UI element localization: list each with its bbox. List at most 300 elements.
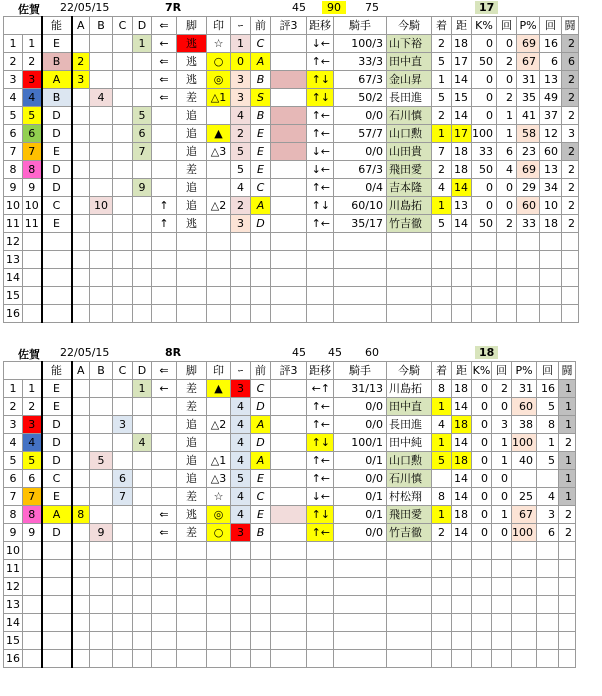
cell-21: 60 bbox=[540, 143, 562, 161]
runner-row[interactable] bbox=[4, 197, 579, 215]
cell-22 bbox=[559, 560, 576, 578]
runner-row[interactable] bbox=[4, 89, 579, 107]
cell-20 bbox=[512, 614, 537, 632]
runner-row[interactable] bbox=[4, 506, 576, 524]
cell-16: 4 bbox=[432, 416, 452, 434]
cell-18 bbox=[472, 578, 492, 596]
cell-22 bbox=[562, 233, 579, 251]
cell-19: 2 bbox=[497, 89, 517, 107]
cell-1: 4 bbox=[23, 89, 42, 107]
venue-label: 佐賀 bbox=[18, 348, 40, 361]
column-header: ⇐ bbox=[152, 362, 177, 380]
cell-1: 5 bbox=[23, 107, 42, 125]
cell-5 bbox=[113, 596, 133, 614]
cell-0: 9 bbox=[4, 524, 23, 542]
cell-16: 1 bbox=[432, 398, 452, 416]
cell-1: 10 bbox=[23, 197, 42, 215]
cell-17 bbox=[452, 650, 472, 668]
cell-6 bbox=[133, 542, 152, 560]
cell-10: 1 bbox=[231, 35, 251, 53]
cell-15: 山口勲 bbox=[387, 452, 432, 470]
cell-18 bbox=[472, 233, 497, 251]
cell-8: 追 bbox=[177, 107, 207, 125]
cell-13: ↓← bbox=[307, 35, 334, 53]
cell-1: 8 bbox=[23, 506, 42, 524]
runner-row[interactable] bbox=[4, 215, 579, 233]
cell-16: 1 bbox=[432, 434, 452, 452]
runner-row[interactable] bbox=[4, 287, 579, 305]
cell-15: 長田進 bbox=[387, 416, 432, 434]
cell-11 bbox=[251, 650, 271, 668]
cell-2: D bbox=[42, 107, 72, 125]
cell-18 bbox=[472, 614, 492, 632]
cell-1 bbox=[23, 578, 42, 596]
cell-0: 1 bbox=[4, 35, 23, 53]
cell-11: C bbox=[251, 488, 271, 506]
cell-0: 5 bbox=[4, 452, 23, 470]
cell-8: 追 bbox=[177, 470, 207, 488]
runner-row[interactable] bbox=[4, 470, 576, 488]
runner-row[interactable] bbox=[4, 107, 579, 125]
cell-21 bbox=[537, 470, 559, 488]
cell-21: 37 bbox=[540, 107, 562, 125]
cell-12 bbox=[271, 35, 307, 53]
cell-14: 0/0 bbox=[334, 416, 387, 434]
cell-6 bbox=[133, 578, 152, 596]
cell-22: 1 bbox=[559, 398, 576, 416]
cell-18: 0 bbox=[472, 524, 492, 542]
cell-13: ↑← bbox=[307, 524, 334, 542]
cell-6 bbox=[133, 287, 152, 305]
cell-8: 差 bbox=[177, 380, 207, 398]
cell-22: 1 bbox=[559, 488, 576, 506]
cell-22: 1 bbox=[559, 416, 576, 434]
cell-21 bbox=[537, 650, 559, 668]
cell-12 bbox=[271, 161, 307, 179]
runner-row[interactable] bbox=[4, 416, 576, 434]
cell-9 bbox=[207, 305, 231, 323]
cell-7 bbox=[152, 470, 177, 488]
cell-14: 35/17 bbox=[334, 215, 387, 233]
cell-16: 1 bbox=[432, 506, 452, 524]
cell-13: ↑↓ bbox=[307, 89, 334, 107]
cell-3 bbox=[72, 107, 90, 125]
cell-15 bbox=[387, 560, 432, 578]
cell-20 bbox=[517, 269, 540, 287]
cell-6 bbox=[133, 560, 152, 578]
cell-12 bbox=[271, 53, 307, 71]
cell-14: 0/0 bbox=[334, 398, 387, 416]
date-label: 22/05/15 bbox=[60, 346, 110, 359]
cell-22: 3 bbox=[562, 125, 579, 143]
cell-22 bbox=[559, 650, 576, 668]
cell-9 bbox=[207, 269, 231, 287]
cell-3 bbox=[72, 434, 90, 452]
cell-22: 2 bbox=[562, 89, 579, 107]
cell-20 bbox=[517, 305, 540, 323]
cell-14: 0/0 bbox=[334, 143, 387, 161]
column-header: B bbox=[90, 17, 113, 35]
cell-10: 2 bbox=[231, 197, 251, 215]
column-header: P% bbox=[517, 17, 540, 35]
cell-3 bbox=[72, 161, 90, 179]
cell-0: 9 bbox=[4, 179, 23, 197]
cell-21: 10 bbox=[540, 197, 562, 215]
cell-14: 60/10 bbox=[334, 197, 387, 215]
cell-9: ▲ bbox=[207, 380, 231, 398]
cell-9: ○ bbox=[207, 53, 231, 71]
cell-8 bbox=[177, 578, 207, 596]
cell-18: 0 bbox=[472, 416, 492, 434]
cell-18 bbox=[472, 542, 492, 560]
column-header: 今騎 bbox=[387, 17, 432, 35]
cell-11: E bbox=[251, 125, 271, 143]
cell-6: 7 bbox=[133, 143, 152, 161]
cell-16 bbox=[432, 251, 452, 269]
column-header: 回 bbox=[540, 17, 562, 35]
cell-22: 2 bbox=[559, 506, 576, 524]
cell-16 bbox=[432, 470, 452, 488]
cell-12 bbox=[271, 452, 307, 470]
cell-13 bbox=[307, 251, 334, 269]
runner-row[interactable] bbox=[4, 560, 576, 578]
cell-6 bbox=[133, 416, 152, 434]
cell-13: ←↑ bbox=[307, 380, 334, 398]
runner-row[interactable] bbox=[4, 251, 579, 269]
runner-row[interactable] bbox=[4, 434, 576, 452]
runner-row[interactable] bbox=[4, 614, 576, 632]
runner-row[interactable] bbox=[4, 596, 576, 614]
cell-20: 69 bbox=[517, 35, 540, 53]
cell-10: 4 bbox=[231, 488, 251, 506]
cell-5 bbox=[113, 71, 133, 89]
cell-8: 追 bbox=[177, 125, 207, 143]
cell-16 bbox=[432, 305, 452, 323]
cell-1 bbox=[23, 596, 42, 614]
cell-8: 追 bbox=[177, 416, 207, 434]
cell-21 bbox=[540, 305, 562, 323]
cell-0: 16 bbox=[4, 650, 23, 668]
cell-4 bbox=[90, 416, 113, 434]
runner-row[interactable] bbox=[4, 35, 579, 53]
cell-9: ○ bbox=[207, 524, 231, 542]
cell-5 bbox=[113, 506, 133, 524]
cell-0: 15 bbox=[4, 632, 23, 650]
cell-18 bbox=[472, 560, 492, 578]
cell-19: 0 bbox=[492, 470, 512, 488]
runner-row[interactable] bbox=[4, 125, 579, 143]
cell-7 bbox=[152, 269, 177, 287]
race-table bbox=[3, 16, 579, 323]
cell-7: ← bbox=[152, 35, 177, 53]
cell-18: 0 bbox=[472, 506, 492, 524]
cell-11: C bbox=[251, 380, 271, 398]
runner-row[interactable] bbox=[4, 632, 576, 650]
cell-4 bbox=[90, 71, 113, 89]
runner-row[interactable] bbox=[4, 380, 576, 398]
cell-16 bbox=[432, 596, 452, 614]
cell-21: 5 bbox=[537, 452, 559, 470]
cell-17: 18 bbox=[452, 380, 472, 398]
cell-13 bbox=[307, 233, 334, 251]
cell-20: 67 bbox=[512, 506, 537, 524]
cell-11: S bbox=[251, 89, 271, 107]
cell-0: 16 bbox=[4, 305, 23, 323]
cell-3 bbox=[72, 251, 90, 269]
cell-1 bbox=[23, 632, 42, 650]
cell-0: 14 bbox=[4, 269, 23, 287]
cell-10: 5 bbox=[231, 161, 251, 179]
cell-1: 8 bbox=[23, 161, 42, 179]
cell-1: 2 bbox=[23, 398, 42, 416]
cell-0: 4 bbox=[4, 434, 23, 452]
cell-13: ↑↓ bbox=[307, 197, 334, 215]
cell-14 bbox=[334, 287, 387, 305]
cell-21: 12 bbox=[540, 125, 562, 143]
cell-21: 16 bbox=[537, 380, 559, 398]
cell-19: 6 bbox=[497, 143, 517, 161]
runner-row[interactable] bbox=[4, 398, 576, 416]
cell-4 bbox=[90, 53, 113, 71]
cell-5 bbox=[113, 161, 133, 179]
runner-row[interactable] bbox=[4, 305, 579, 323]
cell-9 bbox=[207, 596, 231, 614]
cell-1: 2 bbox=[23, 53, 42, 71]
cell-1 bbox=[23, 650, 42, 668]
cell-9 bbox=[207, 179, 231, 197]
cell-21 bbox=[537, 596, 559, 614]
cell-8 bbox=[177, 614, 207, 632]
cell-8 bbox=[177, 269, 207, 287]
cell-12 bbox=[271, 632, 307, 650]
cell-16 bbox=[432, 650, 452, 668]
cell-2 bbox=[42, 578, 72, 596]
cell-14: 0/0 bbox=[334, 107, 387, 125]
cell-0: 11 bbox=[4, 215, 23, 233]
cell-20: 69 bbox=[517, 161, 540, 179]
header-distance: 17 bbox=[475, 1, 498, 14]
cell-10: 4 bbox=[231, 452, 251, 470]
cell-4 bbox=[90, 251, 113, 269]
cell-19: 0 bbox=[497, 35, 517, 53]
cell-9: △1 bbox=[207, 452, 231, 470]
cell-12 bbox=[271, 614, 307, 632]
cell-12 bbox=[271, 233, 307, 251]
cell-2: D bbox=[42, 125, 72, 143]
cell-13 bbox=[307, 578, 334, 596]
cell-9 bbox=[207, 287, 231, 305]
cell-22 bbox=[562, 305, 579, 323]
cell-20: 31 bbox=[512, 380, 537, 398]
cell-9 bbox=[207, 215, 231, 233]
column-header: A bbox=[72, 17, 90, 35]
cell-2 bbox=[42, 632, 72, 650]
cell-6 bbox=[133, 470, 152, 488]
cell-8 bbox=[177, 251, 207, 269]
cell-20: 100 bbox=[512, 524, 537, 542]
cell-10: 2 bbox=[231, 125, 251, 143]
cell-3 bbox=[72, 596, 90, 614]
cell-16: 5 bbox=[432, 215, 452, 233]
column-header: 能 bbox=[42, 362, 72, 380]
runner-row[interactable] bbox=[4, 542, 576, 560]
cell-9 bbox=[207, 398, 231, 416]
cell-15 bbox=[387, 251, 432, 269]
cell-15: 石川慎 bbox=[387, 107, 432, 125]
cell-14 bbox=[334, 233, 387, 251]
cell-1 bbox=[23, 251, 42, 269]
cell-15: 山下裕 bbox=[387, 35, 432, 53]
cell-7 bbox=[152, 614, 177, 632]
cell-14: 67/3 bbox=[334, 71, 387, 89]
cell-2 bbox=[42, 596, 72, 614]
cell-15: 金山昇 bbox=[387, 71, 432, 89]
cell-3 bbox=[72, 632, 90, 650]
cell-1: 7 bbox=[23, 143, 42, 161]
cell-4 bbox=[90, 143, 113, 161]
cell-13: ↑↓ bbox=[307, 506, 334, 524]
cell-22 bbox=[559, 614, 576, 632]
column-header: 回 bbox=[492, 362, 512, 380]
cell-20: 29 bbox=[517, 179, 540, 197]
cell-19 bbox=[492, 632, 512, 650]
cell-8: 追 bbox=[177, 197, 207, 215]
cell-5 bbox=[113, 452, 133, 470]
column-header: 距 bbox=[452, 17, 472, 35]
cell-4 bbox=[90, 305, 113, 323]
cell-12 bbox=[271, 488, 307, 506]
cell-0: 2 bbox=[4, 398, 23, 416]
runner-row[interactable] bbox=[4, 233, 579, 251]
cell-4 bbox=[90, 506, 113, 524]
cell-17: 18 bbox=[452, 452, 472, 470]
cell-3 bbox=[72, 614, 90, 632]
cell-19 bbox=[497, 287, 517, 305]
column-header: 騎手 bbox=[334, 362, 387, 380]
column-header: P% bbox=[512, 362, 537, 380]
cell-17: 14 bbox=[452, 398, 472, 416]
cell-11: C bbox=[251, 35, 271, 53]
cell-16: 2 bbox=[432, 161, 452, 179]
runner-row[interactable] bbox=[4, 53, 579, 71]
cell-5 bbox=[113, 380, 133, 398]
runner-row[interactable] bbox=[4, 161, 579, 179]
cell-17: 14 bbox=[452, 470, 472, 488]
runner-row[interactable] bbox=[4, 143, 579, 161]
cell-18: 0 bbox=[472, 71, 497, 89]
runner-row[interactable] bbox=[4, 650, 576, 668]
cell-13: ↑← bbox=[307, 125, 334, 143]
cell-17 bbox=[452, 632, 472, 650]
cell-8 bbox=[177, 596, 207, 614]
cell-7: ⇐ bbox=[152, 89, 177, 107]
cell-20 bbox=[512, 596, 537, 614]
cell-18: 0 bbox=[472, 380, 492, 398]
runner-row[interactable] bbox=[4, 179, 579, 197]
runner-row[interactable] bbox=[4, 71, 579, 89]
cell-7 bbox=[152, 452, 177, 470]
cell-21 bbox=[537, 542, 559, 560]
cell-8: 差 bbox=[177, 524, 207, 542]
cell-1: 3 bbox=[23, 71, 42, 89]
cell-16: 1 bbox=[432, 197, 452, 215]
cell-19 bbox=[492, 596, 512, 614]
column-header: 騎手 bbox=[334, 17, 387, 35]
cell-3: 2 bbox=[72, 53, 90, 71]
cell-6: 9 bbox=[133, 179, 152, 197]
runner-row[interactable] bbox=[4, 578, 576, 596]
cell-18: 0 bbox=[472, 434, 492, 452]
cell-18: 0 bbox=[472, 398, 492, 416]
cell-14: 100/1 bbox=[334, 434, 387, 452]
cell-3 bbox=[72, 470, 90, 488]
cell-13 bbox=[307, 269, 334, 287]
cell-6: 1 bbox=[133, 380, 152, 398]
cell-2 bbox=[42, 305, 72, 323]
cell-1: 5 bbox=[23, 452, 42, 470]
cell-0: 8 bbox=[4, 161, 23, 179]
cell-2: D bbox=[42, 452, 72, 470]
cell-7 bbox=[152, 233, 177, 251]
cell-10: 5 bbox=[231, 470, 251, 488]
column-header: ｰ bbox=[231, 17, 251, 35]
runner-row[interactable] bbox=[4, 269, 579, 287]
cell-4 bbox=[90, 179, 113, 197]
cell-3: 3 bbox=[72, 71, 90, 89]
cell-18 bbox=[472, 305, 497, 323]
cell-11 bbox=[251, 596, 271, 614]
cell-7: ⇐ bbox=[152, 524, 177, 542]
cell-17: 15 bbox=[452, 89, 472, 107]
cell-20 bbox=[517, 233, 540, 251]
cell-6 bbox=[133, 251, 152, 269]
race-header bbox=[0, 0, 602, 16]
cell-12 bbox=[271, 434, 307, 452]
cell-16: 5 bbox=[432, 53, 452, 71]
cell-9 bbox=[207, 434, 231, 452]
cell-15 bbox=[387, 650, 432, 668]
cell-17: 14 bbox=[452, 107, 472, 125]
cell-21: 8 bbox=[537, 416, 559, 434]
cell-1: 7 bbox=[23, 488, 42, 506]
runner-row[interactable] bbox=[4, 524, 576, 542]
cell-1: 6 bbox=[23, 125, 42, 143]
cell-0: 13 bbox=[4, 596, 23, 614]
cell-0: 7 bbox=[4, 143, 23, 161]
cell-16: 8 bbox=[432, 380, 452, 398]
cell-6: 6 bbox=[133, 125, 152, 143]
cell-18 bbox=[472, 596, 492, 614]
cell-21: 13 bbox=[540, 161, 562, 179]
cell-6 bbox=[133, 161, 152, 179]
runner-row[interactable] bbox=[4, 488, 576, 506]
cell-12 bbox=[271, 179, 307, 197]
cell-10 bbox=[231, 251, 251, 269]
cell-2: D bbox=[42, 416, 72, 434]
cell-14 bbox=[334, 596, 387, 614]
cell-15: 田中純 bbox=[387, 434, 432, 452]
column-header: ｰ bbox=[231, 362, 251, 380]
runner-row[interactable] bbox=[4, 452, 576, 470]
cell-5 bbox=[113, 89, 133, 107]
cell-7: ⇐ bbox=[152, 71, 177, 89]
cell-18: 0 bbox=[472, 35, 497, 53]
column-header: B bbox=[90, 362, 113, 380]
cell-8: 差 bbox=[177, 398, 207, 416]
cell-3 bbox=[72, 233, 90, 251]
cell-0: 10 bbox=[4, 542, 23, 560]
cell-5 bbox=[113, 524, 133, 542]
